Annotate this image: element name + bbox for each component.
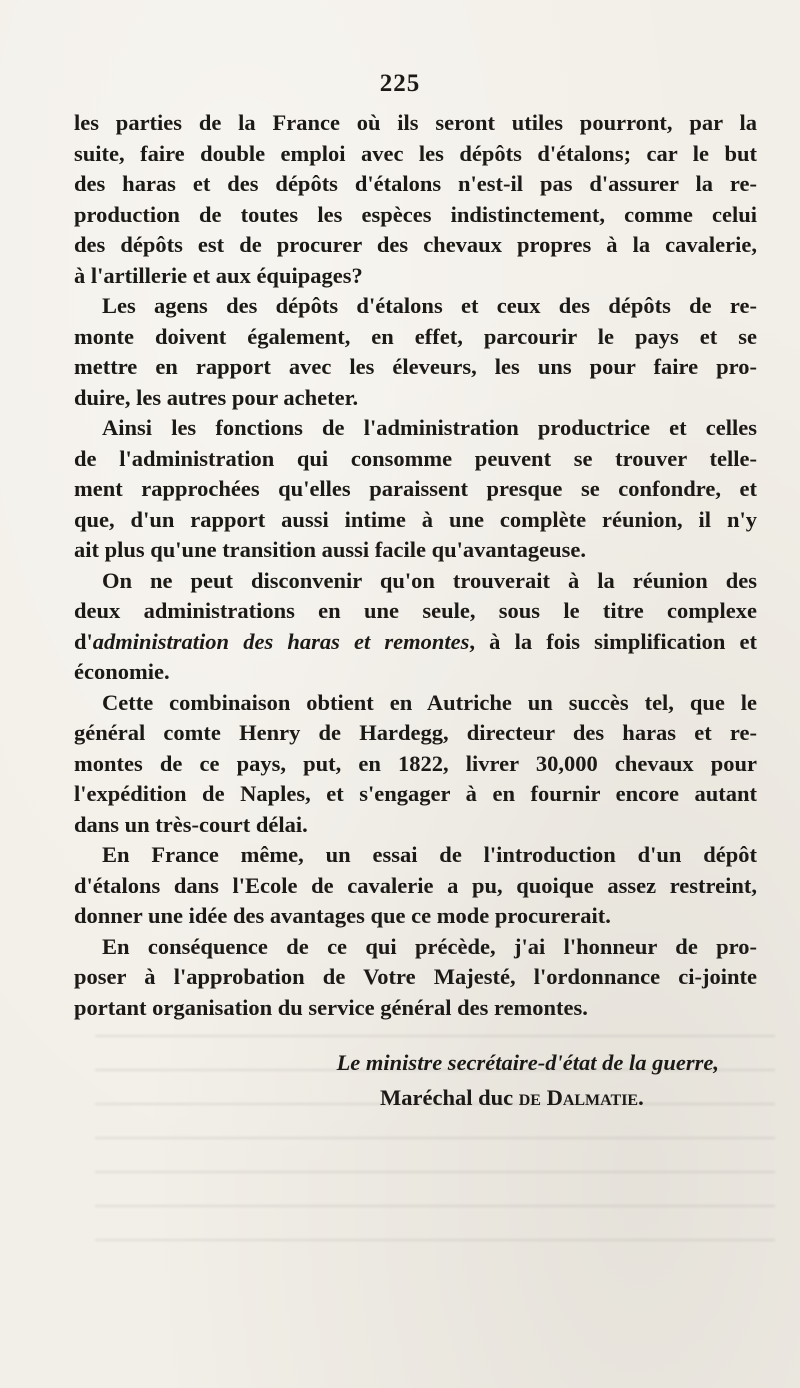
text-line: dans un très-court délai. <box>74 811 308 837</box>
text-line: d'étalons dans l'Ecole de cavalerie a pu, quoique assez restreint, <box>74 872 757 898</box>
text-line: Ainsi les fonctions de l'administration productrice et celles <box>102 415 757 440</box>
text-line: général comte Henry de Hardegg, directeur des haras et re- <box>74 720 757 745</box>
text-line: duire, les autres pour acheter. <box>74 384 359 410</box>
text-line: On ne peut disconvenir qu'on trouverait à la réunion des <box>102 567 757 593</box>
text-line <box>74 627 757 658</box>
page-number: 225 <box>379 70 421 97</box>
signature-name <box>74 1085 757 1111</box>
text-line: monte doivent également, en effet, parcourir le pays et se <box>74 323 757 349</box>
text-line: Cette combinaison obtient en Autriche un succès tel, que le <box>102 689 757 715</box>
text-line: donner une idée des avantages que ce mode procurerait. <box>74 903 611 928</box>
text-line: de l'administration qui consomme peuvent se trouver telle- <box>74 445 757 471</box>
text-line: que, d'un rapport aussi intime à une complète réunion, il n'y <box>74 506 757 532</box>
text-line: deux administrations en une seule, sous le titre complexe <box>74 598 757 623</box>
signature-title: Le ministre secrétaire-d'état de la guerre, <box>336 1050 719 1075</box>
text-line: Les agens des dépôts d'étalons et ceux des dépôts de re- <box>102 293 757 318</box>
text-line: des dépôts est de procurer des chevaux propres à la cavalerie, <box>74 232 757 257</box>
text-line: ait plus qu'une transition aussi facile qu'avantageuse. <box>74 537 586 562</box>
signature-name-prefix: Maréchal duc <box>380 1085 519 1110</box>
text-segment: , à la fois simplification et <box>469 628 757 654</box>
signature-name-caps: de Dalmatie. <box>518 1085 644 1110</box>
text-line: les parties de la France où ils seront utiles pourront, par la <box>74 110 757 135</box>
text-line: En conséquence de ce qui précède, j'ai l'honneur de pro- <box>102 933 757 959</box>
text-line: montes de ce pays, put, en 1822, livrer 30,000 chevaux pour <box>74 750 757 776</box>
text-line: suite, faire double emploi avec les dépôts d'étalons; car le but <box>74 140 757 166</box>
text-line: En France même, un essai de l'introduction d'un dépôt <box>102 842 757 867</box>
text-line: poser à l'approbation de Votre Majesté, l'ordonnance ci-jointe <box>74 964 757 989</box>
body-text <box>74 108 757 1023</box>
text-line: des haras et des dépôts d'étalons n'est-il pas d'assurer la re- <box>74 171 757 196</box>
text-line: l'expédition de Naples, et s'engager à en fournir encore autant <box>74 781 757 806</box>
text-segment: d' <box>74 628 93 654</box>
italic-title: administration des haras et remontes <box>92 628 470 654</box>
text-line: production de toutes les espèces indistinctement, comme celui <box>74 201 757 227</box>
text-line: portant organisation du service général des remontes. <box>74 994 588 1020</box>
text-line: mettre en rapport avec les éleveurs, les uns pour faire pro- <box>74 354 757 379</box>
text-line: économie. <box>74 659 170 684</box>
text-line: à l'artillerie et aux équipages? <box>74 262 363 288</box>
text-line: ment rapprochées qu'elles paraissent presque se confondre, et <box>74 476 757 501</box>
